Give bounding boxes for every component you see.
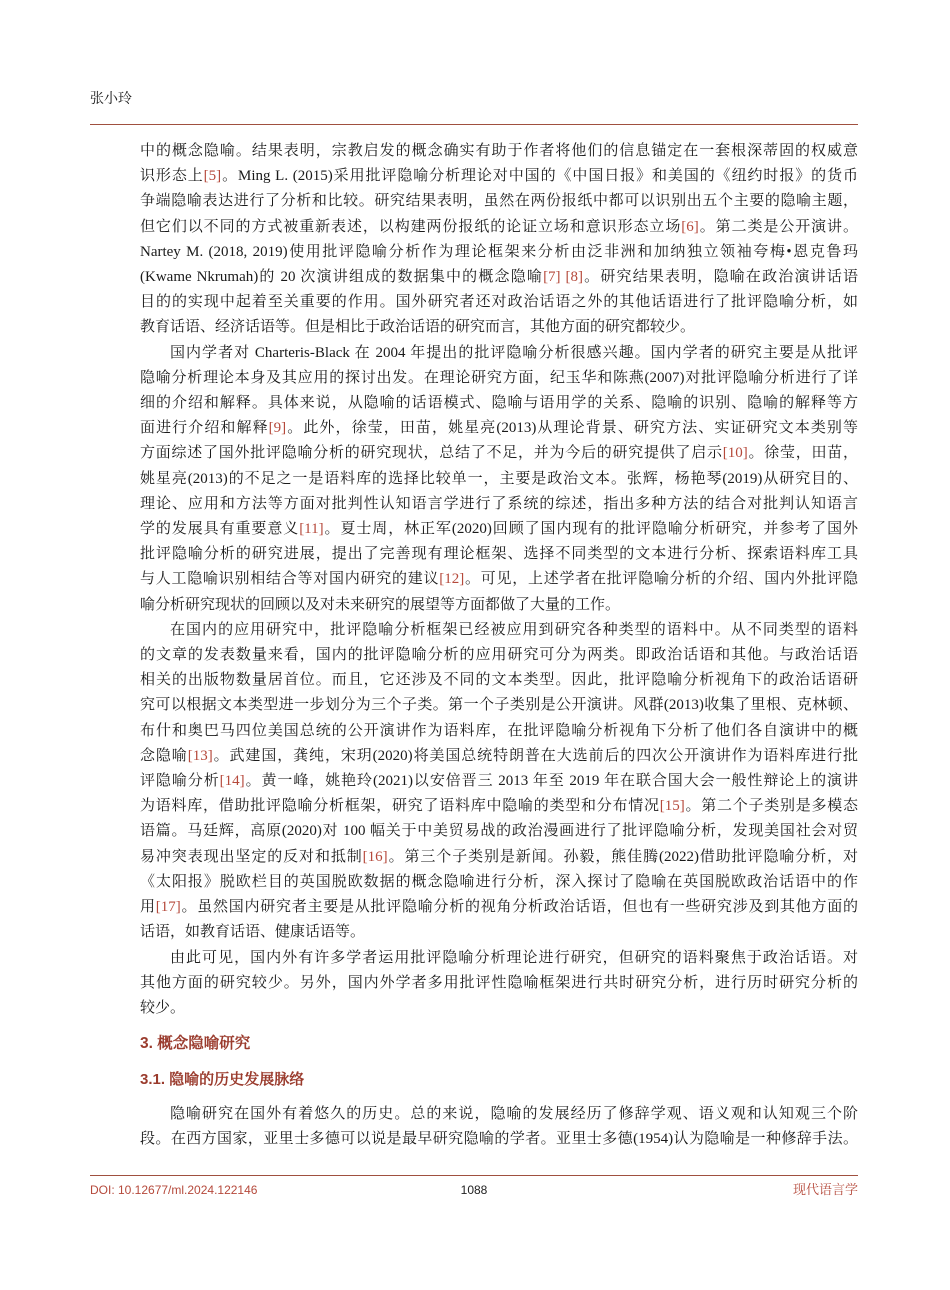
text-run: 姚星亮(2013)的不足之一是语料库的选择比较单一，主要是政治文本。张辉，杨艳琴(2019)从研究目的、 <box>140 470 858 487</box>
text-run: 。此外，徐莹，田苗，姚星亮(2013)从理论背景、研究方法、实证研究文本类别等 <box>286 420 858 437</box>
text-run: 国内学者对 Charteris-Black 在 2004 年提出的批评隐喻分析很感兴趣。国内学者的研究主要是从批评 <box>170 344 858 361</box>
body-paragraph <box>140 1102 858 1152</box>
text-run: 。研究结果表明，隐喻在政治演讲话语 <box>583 269 858 286</box>
text-line <box>140 845 858 870</box>
text-line <box>140 164 858 189</box>
header-rule <box>90 124 858 125</box>
citation-link[interactable]: [17] <box>155 899 181 916</box>
text-run: 。第三个子类别是新闻。孙毅，熊佳腾(2022)借助批评隐喻分析，对 <box>387 848 858 865</box>
text-line <box>140 567 858 592</box>
text-run: 段。在西方国家，亚里士多德可以说是最早研究隐喻的学者。亚里士多德(1954)认为隐喻是一种修辞手法。 <box>140 1131 858 1148</box>
running-head-author: 张小玲 <box>90 92 132 107</box>
subsection-heading: 3.1. 隐喻的历史发展脉络 <box>140 1071 305 1089</box>
text-line <box>140 870 858 895</box>
body-paragraph <box>140 618 858 946</box>
text-run: 语篇。马廷辉，高原(2020)对 100 幅关于中美贸易战的政治漫画进行了批评隐喻分析，发现美国社会对贸 <box>140 823 858 840</box>
text-run: 较少。 <box>140 999 186 1016</box>
citation-link[interactable]: [16] <box>362 848 388 865</box>
text-run: 。可见，上述学者在批评隐喻分析的介绍、国内外批评隐 <box>464 571 858 588</box>
text-run: 念隐喻 <box>140 747 188 764</box>
text-run: 目的的实现中起着至关重要的作用。国外研究者还对政治话语之外的其他话语进行了批评隐喻分析，如 <box>140 294 858 311</box>
text-line <box>140 341 858 366</box>
text-line <box>140 996 858 1021</box>
text-line <box>140 794 858 819</box>
text-run: 在国内的应用研究中，批评隐喻分析框架已经被应用到研究各种类型的语料中。从不同类型的语料 <box>170 621 858 638</box>
text-run: 但它们以不同的方式被重新表述，以构建两份报纸的论证立场和意识形态立场 <box>140 218 682 235</box>
text-line <box>140 1102 858 1127</box>
journal-name: 现代语言学 <box>792 1182 858 1197</box>
text-run: 。武建国，龚纯，宋玥(2020)将美国总统特朗普在大选前后的四次公开演讲作为语料库进行批 <box>212 747 858 764</box>
text-line <box>140 744 858 769</box>
article-body <box>140 139 858 1153</box>
text-run: 。徐莹，田苗， <box>747 445 858 462</box>
text-run: 。黄一峰，姚艳玲(2021)以安倍晋三 2013 年至 2019 年在联合国大会一般性辩论上的演讲 <box>244 773 858 790</box>
text-run: 的文章的发表数量来看，国内的批评隐喻分析的应用研究可分为两类。即政治话语和其他。与政治话语 <box>140 647 858 664</box>
text-run: 批评隐喻分析的研究进展，提出了完善现有理论框架、选择不同类型的文本进行分析、探索语料库工具 <box>140 546 858 563</box>
citation-link[interactable]: [10] <box>722 445 748 462</box>
citation-link[interactable]: [15] <box>659 798 685 815</box>
text-run: 争端隐喻表达进行了分析和比较。研究结果表明，虽然在两份报纸中都可以识别出五个主要的隐喻主题， <box>140 193 858 210</box>
text-line <box>140 315 858 340</box>
text-run: 评隐喻分析 <box>140 773 220 790</box>
text-line <box>140 769 858 794</box>
text-run: 话语，如教育话语、健康话语等。 <box>140 924 366 941</box>
text-line <box>140 1127 858 1152</box>
text-run: 。第二个子类别是多模态 <box>684 798 858 815</box>
text-run: 中的概念隐喻。结果表明，宗教启发的概念确实有助于作者将他们的信息锚定在一套根深蒂固的权威意 <box>140 143 858 159</box>
text-line <box>140 517 858 542</box>
text-run: 其他方面的研究较少。另外，国内外学者多用批评性隐喻框架进行共时研究分析，进行历时研究分析的 <box>140 974 858 991</box>
text-run: 隐喻分析理论本身及其应用的探讨出发。在理论研究方面，纪玉华和陈燕(2007)对批评隐喻分析进行了详 <box>140 369 858 386</box>
doi-link[interactable]: DOI: 10.12677/ml.2024.122146 <box>90 1183 258 1197</box>
text-line <box>140 290 858 315</box>
text-line <box>140 971 858 996</box>
text-line <box>140 668 858 693</box>
page-number: 1088 <box>460 1183 488 1197</box>
citation-link[interactable]: [8] <box>565 269 583 286</box>
body-paragraph <box>140 946 858 1022</box>
text-line <box>140 441 858 466</box>
text-run: 识形态上 <box>140 168 204 185</box>
text-run: 由此可见，国内外有许多学者运用批评隐喻分析理论进行研究，但研究的语料聚焦于政治话语。对 <box>170 949 858 966</box>
text-run: 用 <box>140 899 156 916</box>
text-run: 究可以根据文本类型进一步划分为三个子类。第一个子类别是公开演讲。风群(2013)收集了里根、克林顿、 <box>140 697 858 714</box>
text-line <box>140 139 858 164</box>
citation-link[interactable]: [12] <box>439 571 465 588</box>
text-run: 为语料库，借助批评隐喻分析框架，研究了语料库中隐喻的类型和分布情况 <box>140 798 660 815</box>
text-line <box>140 693 858 718</box>
text-line <box>140 542 858 567</box>
citation-link[interactable]: [13] <box>187 747 213 764</box>
section-heading: 3. 概念隐喻研究 <box>140 1035 251 1053</box>
text-line <box>140 719 858 744</box>
text-run: 细的介绍和解释。具体来说，从隐喻的话语模式、隐喻与语用学的关系、隐喻的识别、隐喻的解释等方 <box>140 395 858 412</box>
citation-link[interactable]: [5] <box>203 168 222 185</box>
citation-link[interactable]: [14] <box>219 773 245 790</box>
text-run: Nartey M. (2018, 2019)使用批评隐喻分析作为理论框架来分析由泛非洲和加纳独立领袖夸梅•恩克鲁玛 <box>140 243 858 260</box>
text-line <box>140 391 858 416</box>
text-line <box>140 643 858 668</box>
text-line <box>140 895 858 920</box>
text-line <box>140 946 858 971</box>
text-run: 相关的出版物数量居首位。而且，它还涉及不同的文本类型。因此，批评隐喻分析视角下的政治话语研 <box>140 672 858 689</box>
text-run: 。虽然国内研究者主要是从批评隐喻分析的视角分析政治话语，但也有一些研究涉及到其他方面的 <box>180 899 858 916</box>
text-line <box>140 366 858 391</box>
text-run: 易冲突表现出坚定的反对和抵制 <box>140 848 363 865</box>
citation-link[interactable]: [11] <box>299 521 324 538</box>
text-line <box>140 593 858 618</box>
text-run: 喻分析研究现状的回顾以及对未来研究的展望等方面都做了大量的工作。 <box>140 596 621 613</box>
text-line <box>140 240 858 265</box>
text-line <box>140 467 858 492</box>
text-line <box>140 416 858 441</box>
page-footer <box>90 1181 858 1199</box>
body-paragraph <box>140 139 858 341</box>
footer-rule <box>90 1175 858 1176</box>
citation-link[interactable]: [9] <box>268 420 287 437</box>
text-run: 《太阳报》脱欧栏目的英国脱欧数据的概念隐喻进行分析，深入探讨了隐喻在英国脱欧政治话语中的作 <box>140 873 858 890</box>
text-run: 与人工隐喻识别相结合等对国内研究的建议 <box>140 571 440 588</box>
text-run: 教育话语、经济话语等。但是相比于政治话语的研究而言，其他方面的研究都较少。 <box>140 319 696 336</box>
text-run: 面进行介绍和解释 <box>140 420 269 437</box>
text-run: 布什和奥巴马四位美国总统的公开演讲作为语料库，在批评隐喻分析视角下分析了他们各自演讲中的概 <box>140 722 858 739</box>
text-run: 学的发展具有重要意义 <box>140 521 300 538</box>
text-line <box>140 215 858 240</box>
text-line <box>140 920 858 945</box>
text-run: 。第二类是公开演讲。 <box>698 218 858 235</box>
text-run: (Kwame Nkrumah)的 20 次演讲组成的数据集中的概念隐喻 <box>140 269 544 286</box>
text-line <box>140 492 858 517</box>
body-paragraph <box>140 341 858 618</box>
text-run: 隐喻研究在国外有着悠久的历史。总的来说，隐喻的发展经历了修辞学观、语义观和认知观三个阶 <box>170 1106 858 1123</box>
text-run: 。夏士周，林正军(2020)回顾了国内现有的批评隐喻分析研究，并参考了国外 <box>323 521 858 538</box>
text-line <box>140 618 858 643</box>
text-run: 。Ming L. (2015)采用批评隐喻分析理论对中国的《中国日报》和美国的《纽约时报》的货币 <box>221 168 858 185</box>
citation-link[interactable]: [6] <box>681 218 699 235</box>
text-line <box>140 189 858 214</box>
text-line <box>140 265 858 290</box>
text-run: 方面综述了国外批评隐喻分析的研究现状，总结了不足，并为今后的研究提供了启示 <box>140 445 723 462</box>
text-line <box>140 819 858 844</box>
citation-link[interactable]: [7] <box>543 269 561 286</box>
text-run: 理论、应用和方法等方面对批判性认知语言学进行了系统的综述，指出多种方法的结合对批判认知语言 <box>140 495 858 512</box>
